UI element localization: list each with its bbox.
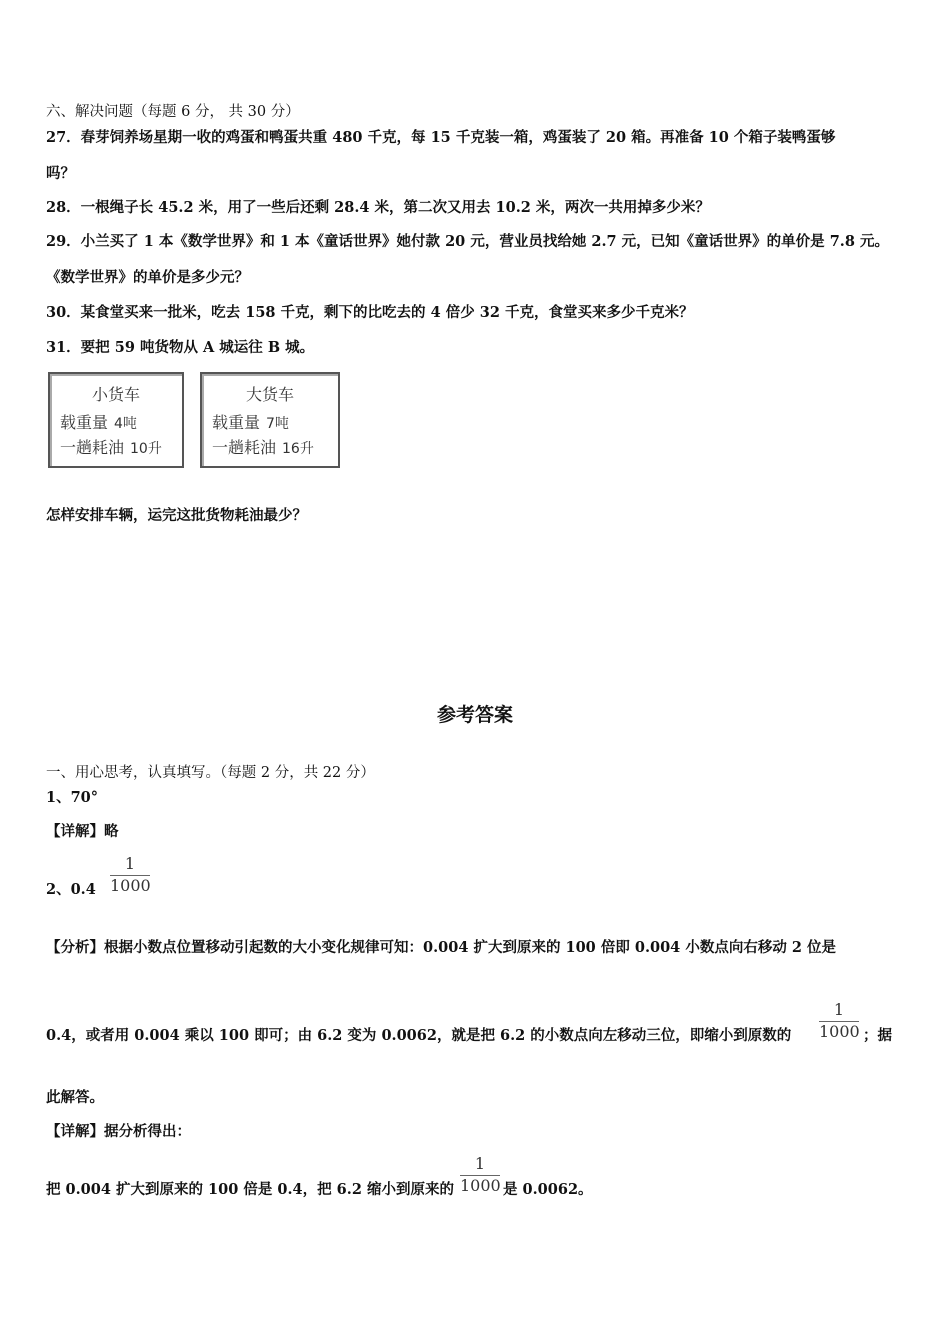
fraction-denominator: 1000: [110, 876, 151, 895]
big-truck-fuel-row: [212, 435, 314, 458]
fraction-numerator: 1: [474, 1154, 486, 1173]
big-truck-load-value: 7吨: [266, 416, 289, 432]
small-truck-fuel-row: [60, 435, 162, 458]
fraction-denominator: 1000: [460, 1176, 501, 1195]
big-truck-load-row: [212, 410, 289, 433]
big-truck-fuel-value: 16升: [282, 441, 314, 457]
answers-section-heading: 一、用心思考，认真填写。（每题 2 分，共 22 分）: [46, 765, 375, 781]
analysis-line-2-end: ；据: [863, 1027, 892, 1044]
question-29-line-2: 《数学世界》的单价是多少元？: [46, 269, 249, 286]
question-29-line-1: 29．小兰买了 1 本《数学世界》和 1 本《童话世界》她付款 20 元，营业员找给她 2.7 元，已知《童话世界》的单价是 7.8 元。: [46, 233, 889, 250]
fraction-denominator: 1000: [819, 1022, 860, 1041]
small-truck-load-value: 4吨: [114, 416, 137, 432]
big-truck-title: 大货车: [245, 385, 294, 404]
big-truck-load-label: 载重量: [212, 413, 261, 432]
fraction-numerator: 1: [124, 854, 136, 873]
big-truck-fuel-label: 一趟耗油: [212, 438, 277, 457]
detail-heading: 【详解】据分析得出：: [46, 1123, 191, 1140]
question-31: 31．要把 59 吨货物从 A 城运往 B 城。: [46, 339, 315, 356]
small-truck-title: 小货车: [91, 385, 140, 404]
question-28: 28．一根绳子长 45.2 米，用了一些后还剩 28.4 米，第二次又用去 10.2 米，两次一共用掉多少米？: [46, 199, 710, 216]
small-truck-fuel-label: 一趟耗油: [60, 438, 125, 457]
analysis-fraction: [819, 1001, 859, 1041]
question-30: 30．某食堂买来一批米，吃去 158 千克，剩下的比吃去的 4 倍少 32 千克，食堂买来多少千克米？: [46, 304, 694, 321]
detail-fraction: [460, 1155, 500, 1195]
small-truck-load-label: 载重量: [60, 413, 109, 432]
detail-line-end: 是 0.0062。: [503, 1181, 593, 1198]
answer-1-detail: 【详解】略: [46, 823, 119, 840]
answers-title: 参考答案: [436, 704, 513, 726]
detail-line: 把 0.004 扩大到原来的 100 倍是 0.4，把 6.2 缩小到原来的: [46, 1181, 454, 1198]
question-27-line-2: 吗？: [46, 165, 75, 182]
small-truck-load-row: [60, 410, 137, 433]
question-31-prompt: 怎样安排车辆，运完这批货物耗油最少？: [46, 507, 307, 524]
answer-1: 1、70°: [46, 789, 99, 806]
fraction-numerator: 1: [833, 1000, 845, 1019]
small-truck-fuel-value: 10升: [130, 441, 162, 457]
answer-2-fraction: [110, 855, 150, 895]
small-truck-card: [48, 372, 184, 468]
analysis-line-3: 此解答。: [46, 1089, 104, 1106]
analysis-line-1: 【分析】根据小数点位置移动引起数的大小变化规律可知：0.004 扩大到原来的 100 倍即 0.004 小数点向右移动 2 位是: [46, 939, 836, 956]
question-27-line-1: 27．春芽饲养场星期一收的鸡蛋和鸭蛋共重 480 千克，每 15 千克装一箱，鸡蛋装了 20 箱。再准备 10 个箱子装鸭蛋够: [46, 129, 836, 146]
section-heading: 六、解决问题（每题 6 分， 共 30 分）: [46, 104, 300, 120]
analysis-line-2: 0.4，或者用 0.004 乘以 100 即可；由 6.2 变为 0.0062，就是把 6.2 的小数点向左移动三位，即缩小到原数的: [46, 1027, 792, 1044]
answer-2-prefix: 2、0.4: [46, 881, 96, 898]
big-truck-card: [200, 372, 340, 468]
